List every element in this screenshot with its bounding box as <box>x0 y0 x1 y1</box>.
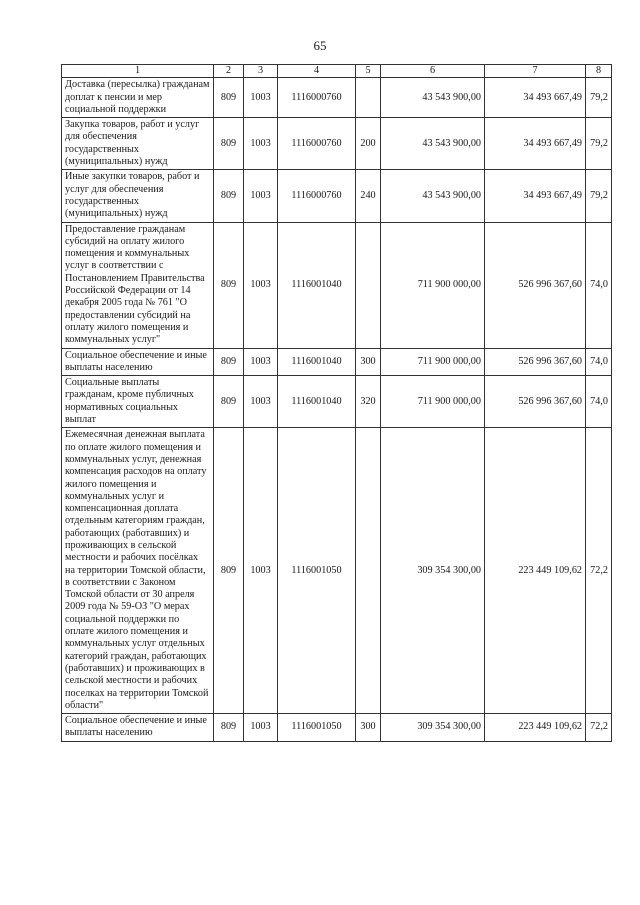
target-article-code: 1116001050 <box>278 714 356 742</box>
target-article-code: 1116000760 <box>278 78 356 118</box>
department-code: 809 <box>214 222 244 348</box>
table-row <box>62 714 612 742</box>
department-code: 809 <box>214 428 244 714</box>
expense-type-code <box>356 222 381 348</box>
expense-name: Ежемесячная денежная выплата по оплате жилого помещения и коммунальных услуг, денежная компенсация расходов на оплату жилого помещения и коммунальных услуг и компенсационная доплата отдельным категориям граждан, работающих (работавших) и проживающих в сельской местности и рабочих посёлках на территории Томской области, в соответствии с Законом Томской области от 30 апреля 2009 года № 59-ОЗ "О мерах социальной поддержки по оплате жилого помещения и коммунальных услуг отдельных категорий граждан, работающих (работавших) и проживающих в сельской местности и рабочих поселках на территории Томской области" <box>62 428 214 714</box>
execution-percent: 79,2 <box>586 118 612 170</box>
table-row <box>62 348 612 376</box>
column-header: 2 <box>214 65 244 78</box>
planned-amount: 711 900 000,00 <box>381 376 485 428</box>
planned-amount: 309 354 300,00 <box>381 428 485 714</box>
expense-type-code: 300 <box>356 714 381 742</box>
section-code: 1003 <box>244 376 278 428</box>
department-code: 809 <box>214 348 244 376</box>
column-header: 6 <box>381 65 485 78</box>
expense-type-code <box>356 428 381 714</box>
column-header: 8 <box>586 65 612 78</box>
table-row <box>62 428 612 714</box>
table-row <box>62 222 612 348</box>
target-article-code: 1116000760 <box>278 170 356 222</box>
table-row <box>62 170 612 222</box>
planned-amount: 309 354 300,00 <box>381 714 485 742</box>
executed-amount: 34 493 667,49 <box>485 78 586 118</box>
execution-percent: 72,2 <box>586 428 612 714</box>
expense-type-code: 300 <box>356 348 381 376</box>
target-article-code: 1116001040 <box>278 376 356 428</box>
section-code: 1003 <box>244 222 278 348</box>
target-article-code: 1116001040 <box>278 222 356 348</box>
column-header: 5 <box>356 65 381 78</box>
department-code: 809 <box>214 118 244 170</box>
section-code: 1003 <box>244 118 278 170</box>
section-code: 1003 <box>244 170 278 222</box>
page-number: 65 <box>313 38 327 53</box>
column-number-row <box>62 65 612 78</box>
section-code: 1003 <box>244 428 278 714</box>
expense-name: Социальное обеспечение и иные выплаты населению <box>62 714 214 742</box>
target-article-code: 1116000760 <box>278 118 356 170</box>
execution-percent: 74,0 <box>586 376 612 428</box>
column-header: 4 <box>278 65 356 78</box>
expense-name: Доставка (пересылка) гражданам доплат к пенсии и мер социальной поддержки <box>62 78 214 118</box>
table-row <box>62 78 612 118</box>
expense-name: Иные закупки товаров, работ и услуг для обеспечения государственных (муниципальных) нужд <box>62 170 214 222</box>
executed-amount: 34 493 667,49 <box>485 118 586 170</box>
expense-name: Социальное обеспечение и иные выплаты населению <box>62 348 214 376</box>
executed-amount: 223 449 109,62 <box>485 714 586 742</box>
expense-type-code: 200 <box>356 118 381 170</box>
target-article-code: 1116001050 <box>278 428 356 714</box>
section-code: 1003 <box>244 348 278 376</box>
expense-type-code <box>356 78 381 118</box>
executed-amount: 526 996 367,60 <box>485 376 586 428</box>
execution-percent: 79,2 <box>586 170 612 222</box>
expense-name: Закупка товаров, работ и услуг для обеспечения государственных (муниципальных) нужд <box>62 118 214 170</box>
budget-execution-table <box>61 64 612 742</box>
table-row <box>62 376 612 428</box>
department-code: 809 <box>214 714 244 742</box>
department-code: 809 <box>214 170 244 222</box>
executed-amount: 34 493 667,49 <box>485 170 586 222</box>
target-article-code: 1116001040 <box>278 348 356 376</box>
column-header: 1 <box>62 65 214 78</box>
section-code: 1003 <box>244 714 278 742</box>
executed-amount: 223 449 109,62 <box>485 428 586 714</box>
executed-amount: 526 996 367,60 <box>485 348 586 376</box>
column-header: 7 <box>485 65 586 78</box>
section-code: 1003 <box>244 78 278 118</box>
column-header: 3 <box>244 65 278 78</box>
planned-amount: 43 543 900,00 <box>381 78 485 118</box>
planned-amount: 43 543 900,00 <box>381 118 485 170</box>
expense-type-code: 320 <box>356 376 381 428</box>
expense-name: Предоставление гражданам субсидий на оплату жилого помещения и коммунальных услуг в соответствии с Постановлением Правительства Российской Федерации от 14 декабря 2005 года № 761 "О предоставлении субсидий на оплату жилого помещения и коммунальных услуг" <box>62 222 214 348</box>
planned-amount: 711 900 000,00 <box>381 348 485 376</box>
department-code: 809 <box>214 78 244 118</box>
planned-amount: 711 900 000,00 <box>381 222 485 348</box>
department-code: 809 <box>214 376 244 428</box>
table-row <box>62 118 612 170</box>
executed-amount: 526 996 367,60 <box>485 222 586 348</box>
execution-percent: 79,2 <box>586 78 612 118</box>
expense-type-code: 240 <box>356 170 381 222</box>
expense-name: Социальные выплаты гражданам, кроме публичных нормативных социальных выплат <box>62 376 214 428</box>
execution-percent: 74,0 <box>586 348 612 376</box>
execution-percent: 74,0 <box>586 222 612 348</box>
planned-amount: 43 543 900,00 <box>381 170 485 222</box>
execution-percent: 72,2 <box>586 714 612 742</box>
